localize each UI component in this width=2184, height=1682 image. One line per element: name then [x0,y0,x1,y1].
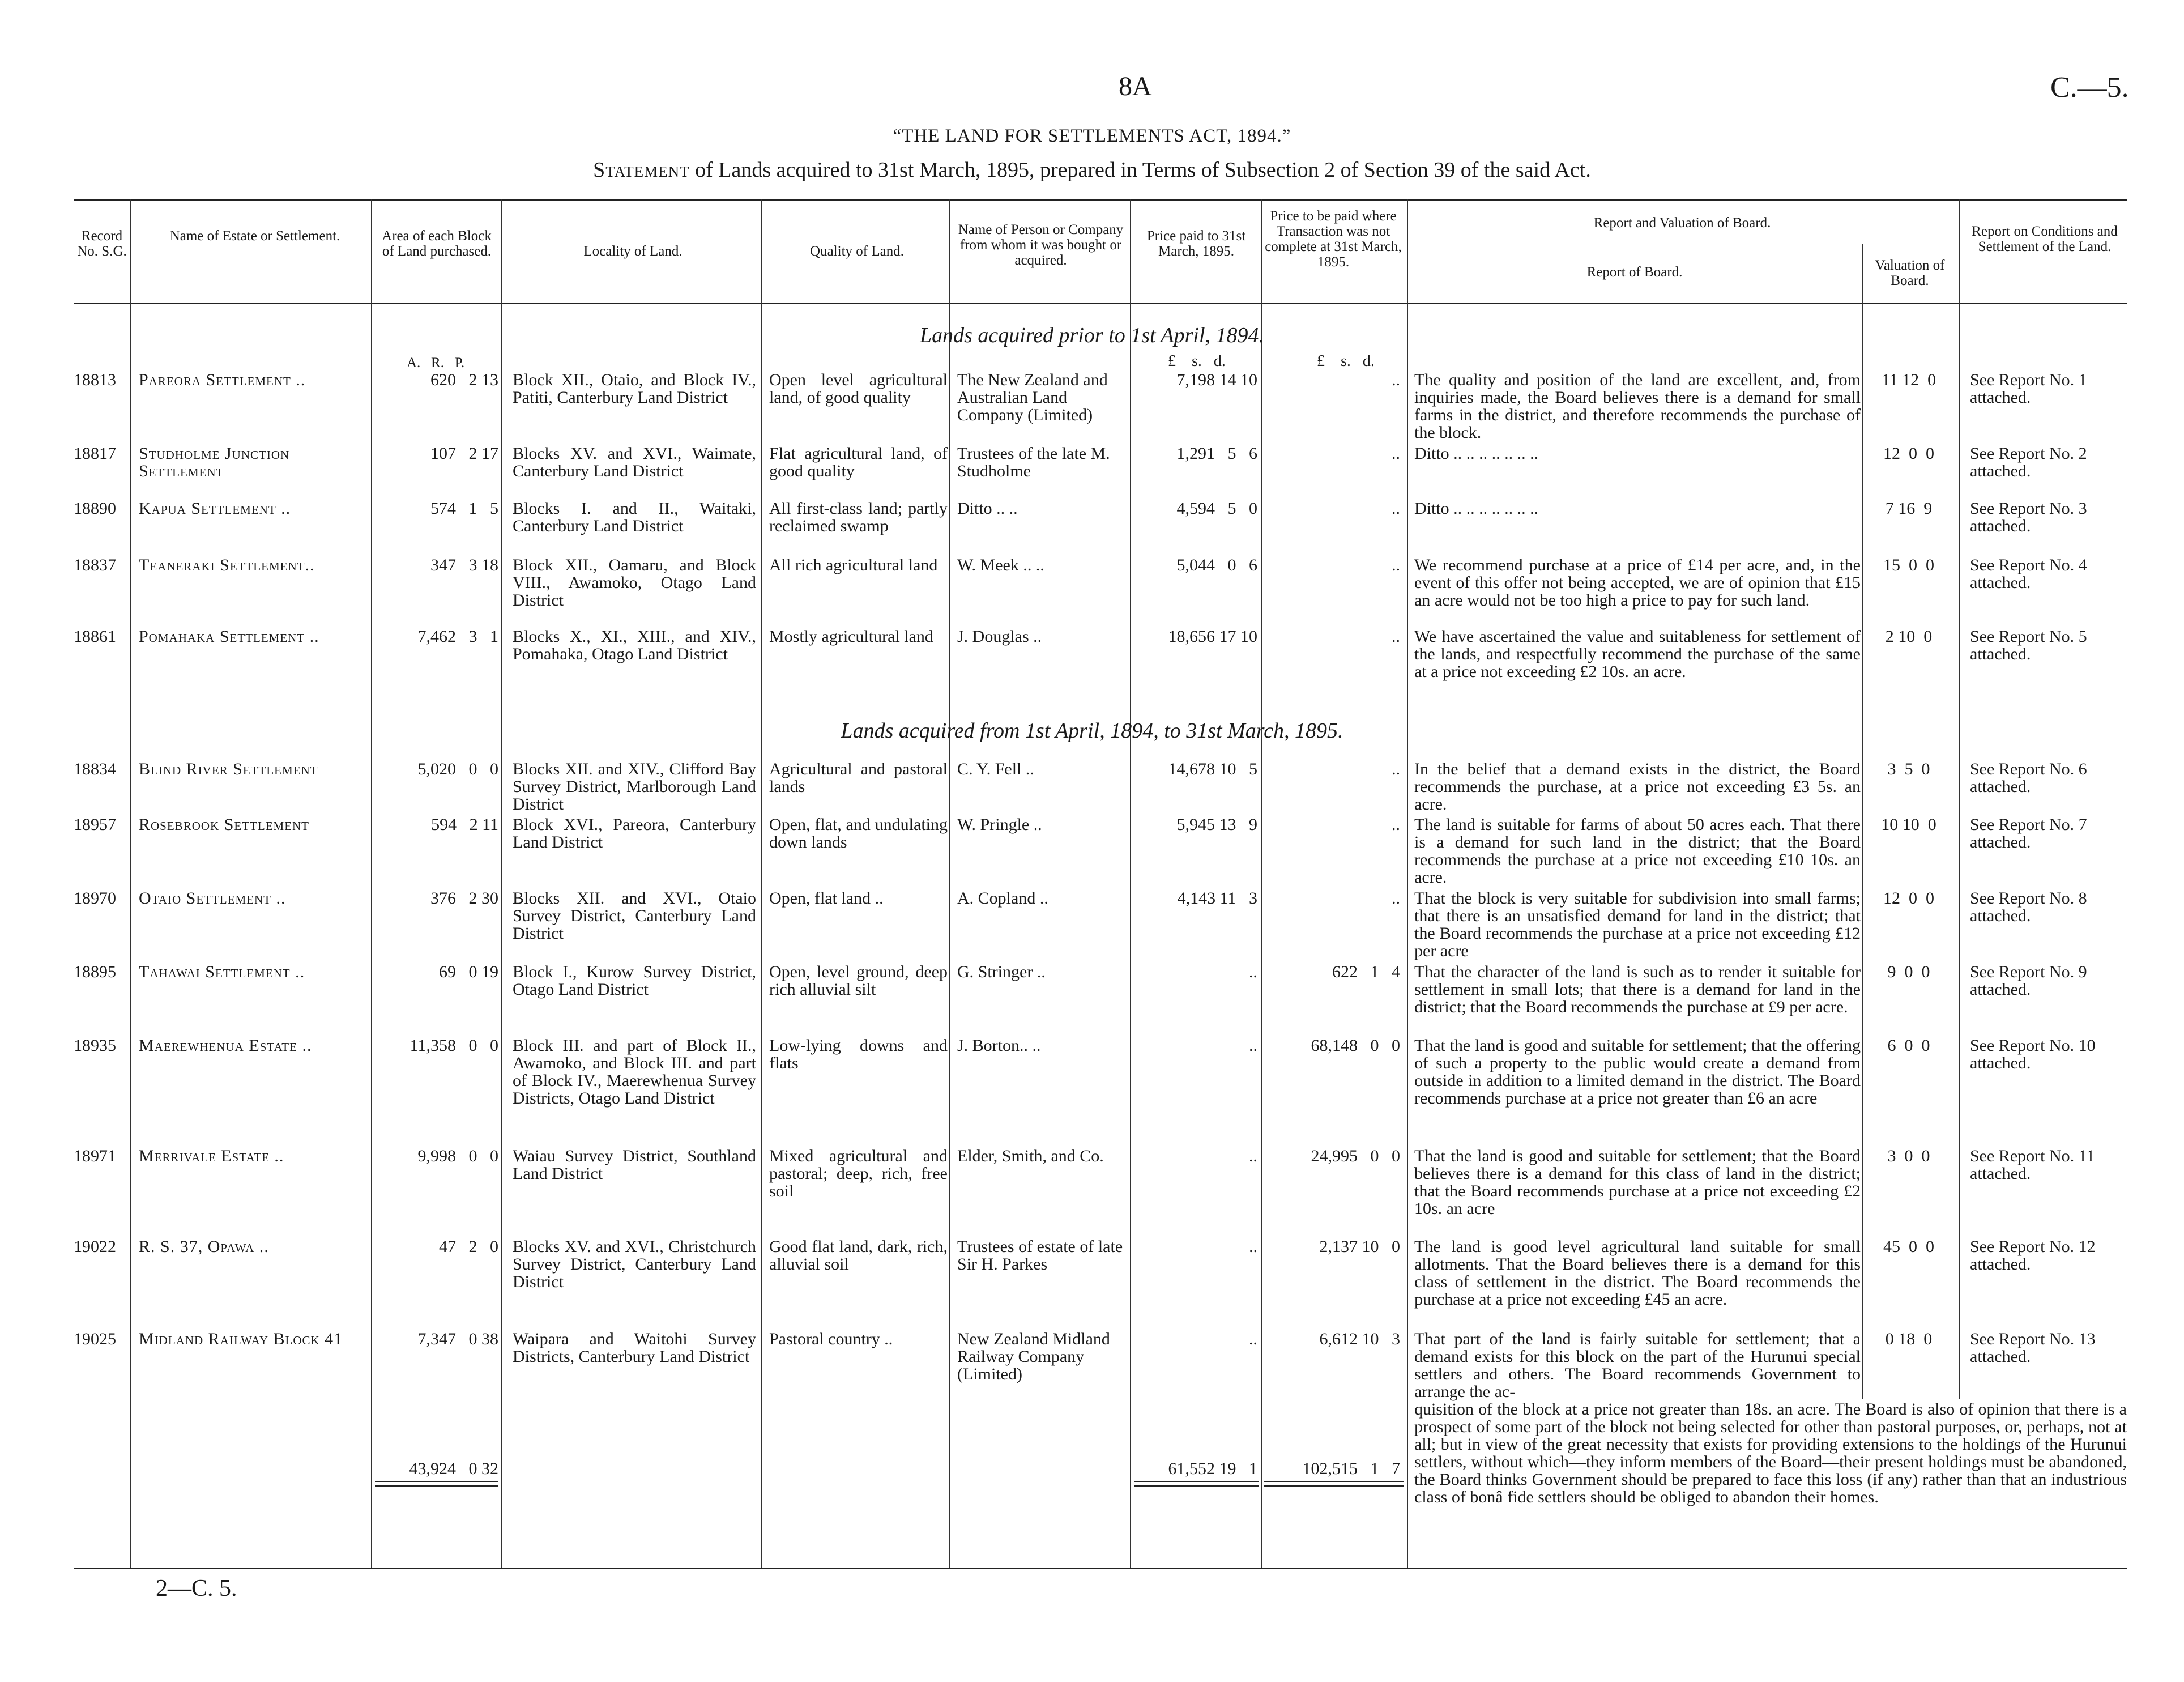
record-number: 18957 [74,815,116,834]
col-record-header: Record No. S.G. [77,228,127,259]
quality: Flat agricultural land, of good quality [769,444,948,480]
record-number: 18935 [74,1036,116,1055]
price-paid: 18,656 17 10 [1168,627,1257,646]
divider [949,199,950,1568]
board-valuation: 12 0 0 [1883,889,1934,908]
record-number: 18971 [74,1147,116,1165]
divider [130,199,131,1568]
price-paid: 5,044 0 6 [1176,556,1257,574]
act-title: “THE LAND FOR SETTLEMENTS ACT, 1894.” [893,126,1291,146]
price-to-pay: .. [1392,815,1400,834]
estate-name: Studholme Junction Settlement [139,444,290,480]
price-paid: 1,291 5 6 [1176,444,1257,463]
price-paid: 7,198 14 10 [1176,371,1257,389]
conditions-report: See Report No. 5 attached. [1970,627,2087,663]
conditions-report: See Report No. 12 attached. [1970,1237,2096,1274]
record-number: 18970 [74,889,116,908]
board-report: That the block is very suitable for subdivision into small farms; that there is an unsatisfied demand for land in the district; that the Board recommends the purchase at a price not exceeding £12 per acre [1414,889,1861,960]
paper-reference: C.—5. [2050,71,2129,104]
header-top-rule [74,199,2127,201]
col-valuation-header: Valuation of Board. [1875,258,1945,288]
to-pay-units: £ s. d. [1317,352,1375,370]
quality: Mixed agricultural and pastoral; deep, rich, free soil [769,1147,948,1200]
divider [1407,199,1408,1568]
divider [761,199,762,1568]
total-double-rule [375,1481,498,1487]
area-value: 594 2 11 [431,815,498,834]
record-number: 18861 [74,627,116,646]
board-report: That the character of the land is such as to render it suitable for settlement in small lots; that there is a demand for land in the district; that the Board recommends the purchase at £9 per acre. [1414,963,1861,1016]
vendor: New Zealand Midland Railway Company (Limited) [957,1330,1110,1383]
col-person-header: Name of Person or Company from whom it was bought or acquired. [958,222,1124,268]
price-to-pay: .. [1392,760,1400,778]
page-number: 8A [1119,71,1152,101]
divider [501,199,502,1568]
estate-name: Midland Railway Block 41 [139,1330,343,1348]
board-report: Ditto .. .. .. .. .. .. .. [1414,444,1539,463]
price-to-pay: .. [1392,371,1400,389]
locality: Block XVI., Pareora, Canterbury Land District [513,815,756,851]
estate-name: Maerewhenua Estate .. [139,1036,312,1055]
vendor: W. Pringle .. [957,815,1042,834]
statement-rest: of Lands acquired to 31st March, 1895, prepared in Terms of Subsection 2 of Section 39 of the said Act. [695,158,1591,182]
header-bottom-rule [74,303,2127,304]
conditions-report: See Report No. 10 attached. [1970,1036,2096,1072]
divider [1862,244,1863,1399]
conditions-report: See Report No. 4 attached. [1970,556,2087,592]
vendor: Trustees of estate of late Sir H. Parkes [957,1237,1123,1274]
quality: All first-class land; partly reclaimed swamp [769,499,948,535]
table-bottom-rule [74,1568,2127,1569]
board-valuation: 11 12 0 [1881,371,1936,389]
price-paid: .. [1249,1036,1257,1055]
col-name-header: Name of Estate or Settlement. [169,228,340,244]
quality: Agricultural and pastoral lands [769,760,948,796]
price-paid: 4,594 5 0 [1176,499,1257,518]
area-value: 376 2 30 [430,889,498,908]
vendor: Ditto .. .. [957,499,1018,518]
estate-name: Otaio Settlement .. [139,889,286,908]
locality: Waiau Survey District, Southland Land District [513,1147,756,1183]
vendor: J. Borton.. .. [957,1036,1041,1055]
statement-word: Statement [593,158,690,182]
total-double-rule [1264,1481,1404,1487]
total-price-paid: 61,552 19 1 [1168,1459,1257,1478]
board-valuation: 45 0 0 [1883,1237,1934,1256]
board-report: That the land is good and suitable for settlement; that the Board believes there is a demand for this class of land in the district; that the Board recommends purchase at a price not exceeding £2 10s. an acre [1414,1147,1861,1218]
estate-name: Pomahaka Settlement .. [139,627,319,646]
col-price-to-pay-header: Price to be paid where Transaction was not complete at 31st March, 1895. [1265,208,1402,270]
board-report: We have ascertained the value and suitableness for settlement of the lands, and respectfully recommend the purchase of the same at a price not exceeding £2 10s. an acre. [1414,627,1861,681]
board-report: We recommend purchase at a price of £14 per acre, and, in the event of this offer not being accepted, we are of opinion that £15 an acre would not be too high a price to pay for such land. [1414,556,1861,610]
area-value: 5,020 0 0 [417,760,498,778]
conditions-report: See Report No. 2 attached. [1970,444,2087,480]
board-valuation: 3 5 0 [1887,760,1930,778]
price-paid: 5,945 13 9 [1176,815,1257,834]
divider [1261,199,1262,1568]
locality: Blocks XII. and XVI., Otaio Survey District, Canterbury Land District [513,889,756,943]
price-to-pay: 2,137 10 0 [1319,1237,1400,1256]
col-locality-header: Locality of Land. [583,244,682,259]
locality: Blocks XII. and XIV., Clifford Bay Survey District, Marlborough Land District [513,760,756,814]
price-paid: .. [1249,1237,1257,1256]
price-paid: .. [1249,1330,1257,1348]
record-number: 18837 [74,556,116,574]
board-report: That the land is good and suitable for settlement; that the offering of such a property to the public would create a demand from outside in addition to a limited demand in the district. The Board recommends purchase at a price not greater than £6 an acre [1414,1036,1861,1108]
col-board-group-header: Report and Valuation of Board. [1593,215,1771,231]
conditions-report: See Report No. 8 attached. [1970,889,2087,925]
area-value: 347 3 18 [430,556,498,574]
price-to-pay: 68,148 0 0 [1311,1036,1400,1055]
price-to-pay: .. [1392,444,1400,463]
quality: Mostly agricultural land [769,627,933,646]
area-units: A. R. P. [407,355,465,371]
price-to-pay: .. [1392,627,1400,646]
conditions-report: See Report No. 3 attached. [1970,499,2087,535]
conditions-report: See Report No. 9 attached. [1970,963,2087,999]
area-value: 7,462 3 1 [417,627,498,646]
total-price-to-pay: 102,515 1 7 [1302,1459,1400,1478]
estate-name: Teaneraki Settlement.. [139,556,315,574]
price-units: £ s. d. [1168,352,1226,370]
quality: Open, flat, and undulating down lands [769,815,948,851]
price-paid: .. [1249,963,1257,981]
price-to-pay: .. [1392,556,1400,574]
price-paid: .. [1249,1147,1257,1165]
record-number: 19022 [74,1237,116,1256]
total-double-rule [1134,1481,1259,1487]
section-title-current: Lands acquired from 1st April, 1894, to 31st March, 1895. [841,719,1343,743]
quality: Low-lying downs and flats [769,1036,948,1072]
total-area: 43,924 0 32 [409,1459,498,1478]
price-to-pay: 622 1 4 [1332,963,1400,981]
record-number: 18890 [74,499,116,518]
price-paid: 14,678 10 5 [1168,760,1257,778]
board-report: The land is suitable for farms of about 50 acres each. That there is a demand for such land in the district; that the Board recommends the purchase at a price not exceeding £10 10s. an acre. [1414,815,1861,887]
area-value: 11,358 0 0 [410,1036,498,1055]
divider [1959,199,1960,1399]
area-value: 620 2 13 [430,371,498,389]
vendor: A. Copland .. [957,889,1048,908]
locality: Blocks X., XI., XIII., and XIV., Pomahaka, Otago Land District [513,627,756,663]
estate-name: Pareora Settlement .. [139,371,306,389]
board-valuation: 3 0 0 [1887,1147,1930,1165]
price-paid: 4,143 11 3 [1177,889,1257,908]
board-valuation: 7 16 9 [1885,499,1933,518]
board-report-continuation: quisition of the block at a price not greater than 18s. an acre. The Board is also of opinion that there is a prospect of some part of the block not being selected for other than pastoral purposes, or, perhaps, not at all; but in view of the great necessity that exists for providing extensions to the holdings of the Hurunui settlers, without which—they inform members of the Board—their present holdings must be abandoned, the Board thinks Government should be prepared to face this loss (if any) rather than that an industrious class of bonâ fide settlers should be obliged to abandon their homes. [1414,1400,2127,1506]
conditions-report: See Report No. 6 attached. [1970,760,2087,796]
quality: Good flat land, dark, rich, alluvial soil [769,1237,948,1274]
conditions-report: See Report No. 1 attached. [1970,371,2087,407]
board-valuation: 0 18 0 [1885,1330,1933,1348]
board-report: That part of the land is fairly suitable for settlement; that a demand exists for this block on the part of the Hurunui special settlers and others. The Board recommends Government to arrange the ac- [1414,1330,1861,1401]
vendor: W. Meek .. .. [957,556,1044,574]
quality: Open level agricultural land, of good quality [769,371,948,407]
locality: Waipara and Waitohi Survey Districts, Canterbury Land District [513,1330,756,1366]
price-to-pay: .. [1392,889,1400,908]
board-report: The land is good level agricultural land suitable for small allotments. That the Board believes there is a demand for this class of settlement in the district. The Board recommends the purchase at a price not exceeding £45 an acre. [1414,1237,1861,1309]
board-valuation: 9 0 0 [1887,963,1930,981]
locality: Block XII., Oamaru, and Block VIII., Awamoko, Otago Land District [513,556,756,610]
locality: Blocks I. and II., Waitaki, Canterbury Land District [513,499,756,535]
record-number: 18834 [74,760,116,778]
statement-title [0,157,2184,182]
record-number: 18895 [74,963,116,981]
price-to-pay: .. [1392,499,1400,518]
conditions-report: See Report No. 11 attached. [1970,1147,2095,1183]
quality: Pastoral country .. [769,1330,893,1348]
col-price-paid-header: Price paid to 31st March, 1895. [1146,228,1246,259]
section-title-prior: Lands acquired prior to 1st April, 1894. [919,323,1265,347]
vendor: Trustees of the late M. Studholme [957,444,1110,480]
area-value: 574 1 5 [430,499,498,518]
conditions-report: See Report No. 7 attached. [1970,815,2087,851]
col-board-report-header: Report of Board. [1586,265,1683,280]
price-to-pay: 6,612 10 3 [1319,1330,1400,1348]
area-value: 7,347 0 38 [417,1330,498,1348]
locality: Block XII., Otaio, and Block IV., Patiti, Canterbury Land District [513,371,756,407]
quality: Open, flat land .. [769,889,884,908]
vendor: G. Stringer .. [957,963,1046,981]
conditions-report: See Report No. 13 attached. [1970,1330,2096,1366]
record-number: 18817 [74,444,116,463]
area-value: 69 0 19 [439,963,498,981]
area-value: 47 2 0 [439,1237,498,1256]
quality: Open, level ground, deep rich alluvial silt [769,963,948,999]
area-value: 107 2 17 [430,444,498,463]
record-number: 19025 [74,1330,116,1348]
board-valuation: 6 0 0 [1887,1036,1930,1055]
estate-name: Rosebrook Settlement [139,815,310,834]
estate-name: Tahawai Settlement .. [139,963,305,981]
estate-name: Kapua Settlement .. [139,499,291,518]
col-conditions-header: Report on Conditions and Settlement of the Land. [1972,224,2118,254]
vendor: J. Douglas .. [957,627,1042,646]
board-valuation: 2 10 0 [1885,627,1933,646]
board-report: In the belief that a demand exists in the district, the Board recommends the purchase, at a price not exceeding £3 5s. an acre. [1414,760,1861,814]
locality: Blocks XV. and XVI., Christchurch Survey District, Canterbury Land District [513,1237,756,1291]
locality: Block III. and part of Block II., Awamoko, and Block III. and part of Block IV., Maerewhenua Survey Districts, Otago Land District [513,1036,756,1108]
locality: Blocks XV. and XVI., Waimate, Canterbury Land District [513,444,756,480]
price-to-pay: 24,995 0 0 [1311,1147,1400,1165]
estate-name: R. S. 37, Opawa .. [139,1237,269,1256]
quality: All rich agricultural land [769,556,938,574]
board-report: The quality and position of the land are excellent, and, from inquiries made, the Board believes there is a demand for small farms in the district, and therefore recommends the purchase of the block. [1414,371,1861,442]
area-value: 9,998 0 0 [417,1147,498,1165]
vendor: Elder, Smith, and Co. [957,1147,1104,1165]
divider [371,199,372,1568]
estate-name: Blind River Settlement [139,760,318,778]
locality: Block I., Kurow Survey District, Otago Land District [513,963,756,999]
col-quality-header: Quality of Land. [810,244,904,259]
board-valuation: 15 0 0 [1883,556,1934,574]
col-area-header: Area of each Block of Land purchased. [382,228,492,259]
estate-name: Merrivale Estate .. [139,1147,284,1165]
signature-mark: 2—C. 5. [156,1575,237,1602]
board-report: Ditto .. .. .. .. .. .. .. [1414,499,1539,518]
record-number: 18813 [74,371,116,389]
board-valuation: 12 0 0 [1883,444,1934,463]
vendor: C. Y. Fell .. [957,760,1034,778]
board-valuation: 10 10 0 [1881,815,1936,834]
vendor: The New Zealand and Australian Land Company (Limited) [957,371,1108,424]
divider [1130,199,1131,1568]
